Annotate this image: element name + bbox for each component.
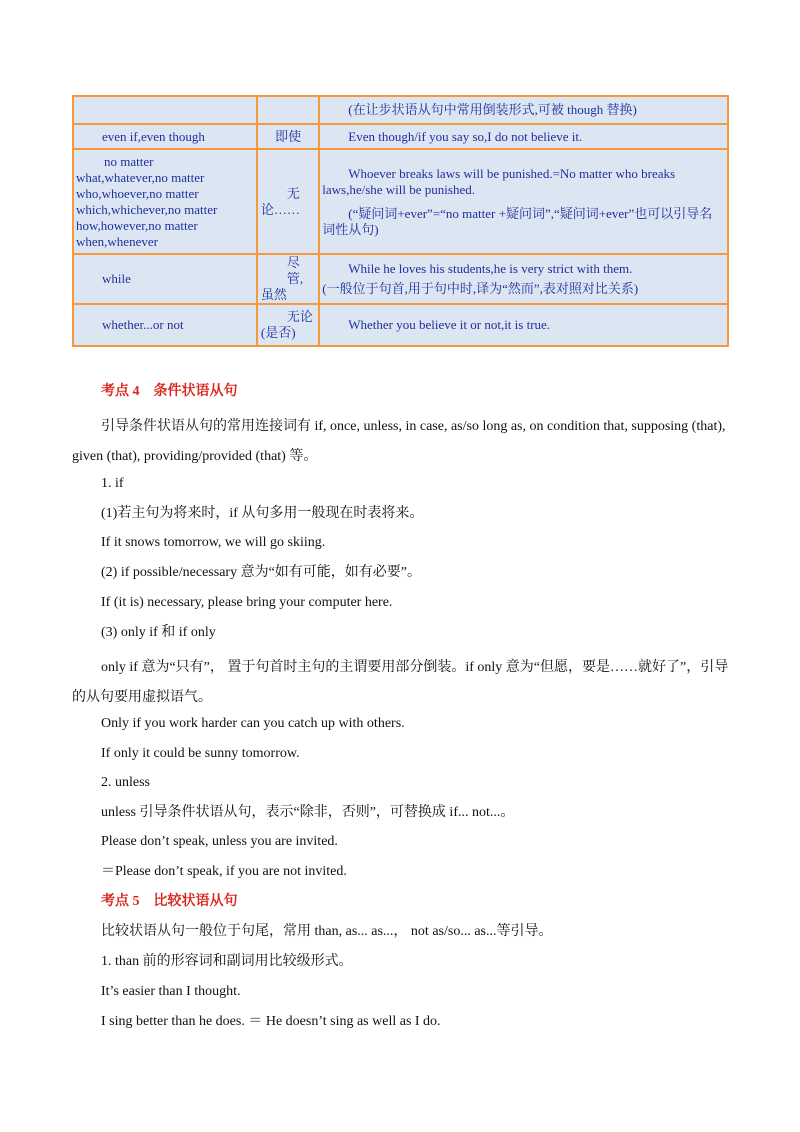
cell-line: (是否) — [260, 325, 296, 340]
table-row — [73, 124, 728, 149]
table-cell — [73, 149, 257, 254]
text-line: If (it is) necessary, please bring your computer here. — [101, 595, 393, 610]
table-cell — [73, 96, 257, 124]
cell-line: 无 — [286, 185, 300, 201]
table-cell — [319, 149, 728, 254]
table-cell: while — [73, 254, 257, 304]
table-cell: (在让步状语从句中常用倒装形式,可被 though 替换) — [319, 96, 728, 124]
table-cell: whether...or not — [73, 304, 257, 346]
table-cell: Whether you believe it or not,it is true. — [319, 304, 728, 346]
table-row — [73, 254, 728, 304]
text-line: 1. than 前的形容词和副词用比较级形式。 — [101, 954, 353, 969]
text-line: I sing better than he does. ＝ He doesn’t sing as well as I do. — [101, 1014, 441, 1029]
cell-line: (一般位于句首,用于句中时,译为“然而”,表对照对比关系) — [322, 281, 639, 296]
table-cell — [257, 149, 319, 254]
table-cell — [257, 254, 319, 304]
text-line: It’s easier than I thought. — [101, 984, 241, 999]
text-line: Only if you work harder can you catch up with others. — [101, 716, 405, 731]
text-line: (1)若主句为将来时，if 从句多用一般现在时表将来。 — [101, 506, 424, 521]
table-row — [73, 149, 728, 254]
text-line: (2) if possible/necessary 意为“如有可能，如有必要”。 — [101, 565, 421, 580]
table-cell — [257, 304, 319, 346]
cell-line: no matter — [104, 153, 154, 169]
cell-line: 论…… — [260, 201, 300, 217]
table-cell — [257, 96, 319, 124]
section4-intro: 引导条件状语从句的常用连接词有 if, once, unless, in case, as/so long as, on condition that, supposing (that), given (that), providing/provided (that) 等。 — [72, 419, 726, 464]
text-line: 1. if — [101, 476, 124, 491]
onlyif-explanation: only if 意为“只有”， 置于句首时主句的主谓要用部分倒装。if only 意为“但愿，要是……就好了”，引导的从句要用虚拟语气。 — [72, 660, 729, 705]
conjunction-table — [72, 95, 729, 347]
cell-line: 虽然 — [260, 287, 287, 302]
table-cell: even if,even though — [73, 124, 257, 149]
cell-line: Whoever breaks laws will be punished.=No matter who breaks laws,he/she will be punished. — [322, 165, 676, 197]
text-line: (3) only if 和 if only — [101, 625, 216, 640]
cell-line: 尽管, — [286, 255, 304, 286]
text-line: Please don’t speak, unless you are invited. — [101, 834, 338, 849]
text-line: ＝Please don’t speak, if you are not invited. — [101, 864, 347, 879]
text-line: 2. unless — [101, 775, 150, 790]
cell-line: (“疑问词+ever”=“no matter +疑问词”,“疑问词+ever”也可以引导名词性从句) — [322, 205, 713, 237]
section5-heading: 考点 5 比较状语从句 — [101, 894, 238, 909]
text-line: If only it could be sunny tomorrow. — [101, 746, 300, 761]
table-row — [73, 304, 728, 346]
table-cell: 即使 — [257, 124, 319, 149]
section4-heading: 考点 4 条件状语从句 — [101, 384, 238, 399]
table-row — [73, 96, 728, 124]
text-line: unless 引导条件状语从句，表示“除非，否则”，可替换成 if... not...。 — [101, 805, 515, 820]
cell-line: what,whatever,no matter who,whoever,no matter which,whichever,no matter how,however,no matter when,whenever — [76, 169, 218, 249]
table-cell: Even though/if you say so,I do not believe it. — [319, 124, 728, 149]
cell-line: 无论 — [286, 309, 313, 324]
text-line: 比较状语从句一般位于句尾，常用 than, as... as...， not as/so... as...等引导。 — [101, 924, 553, 939]
cell-line: While he loves his students,he is very strict with them. — [348, 261, 633, 276]
table-cell — [319, 254, 728, 304]
text-line: If it snows tomorrow, we will go skiing. — [101, 535, 326, 550]
